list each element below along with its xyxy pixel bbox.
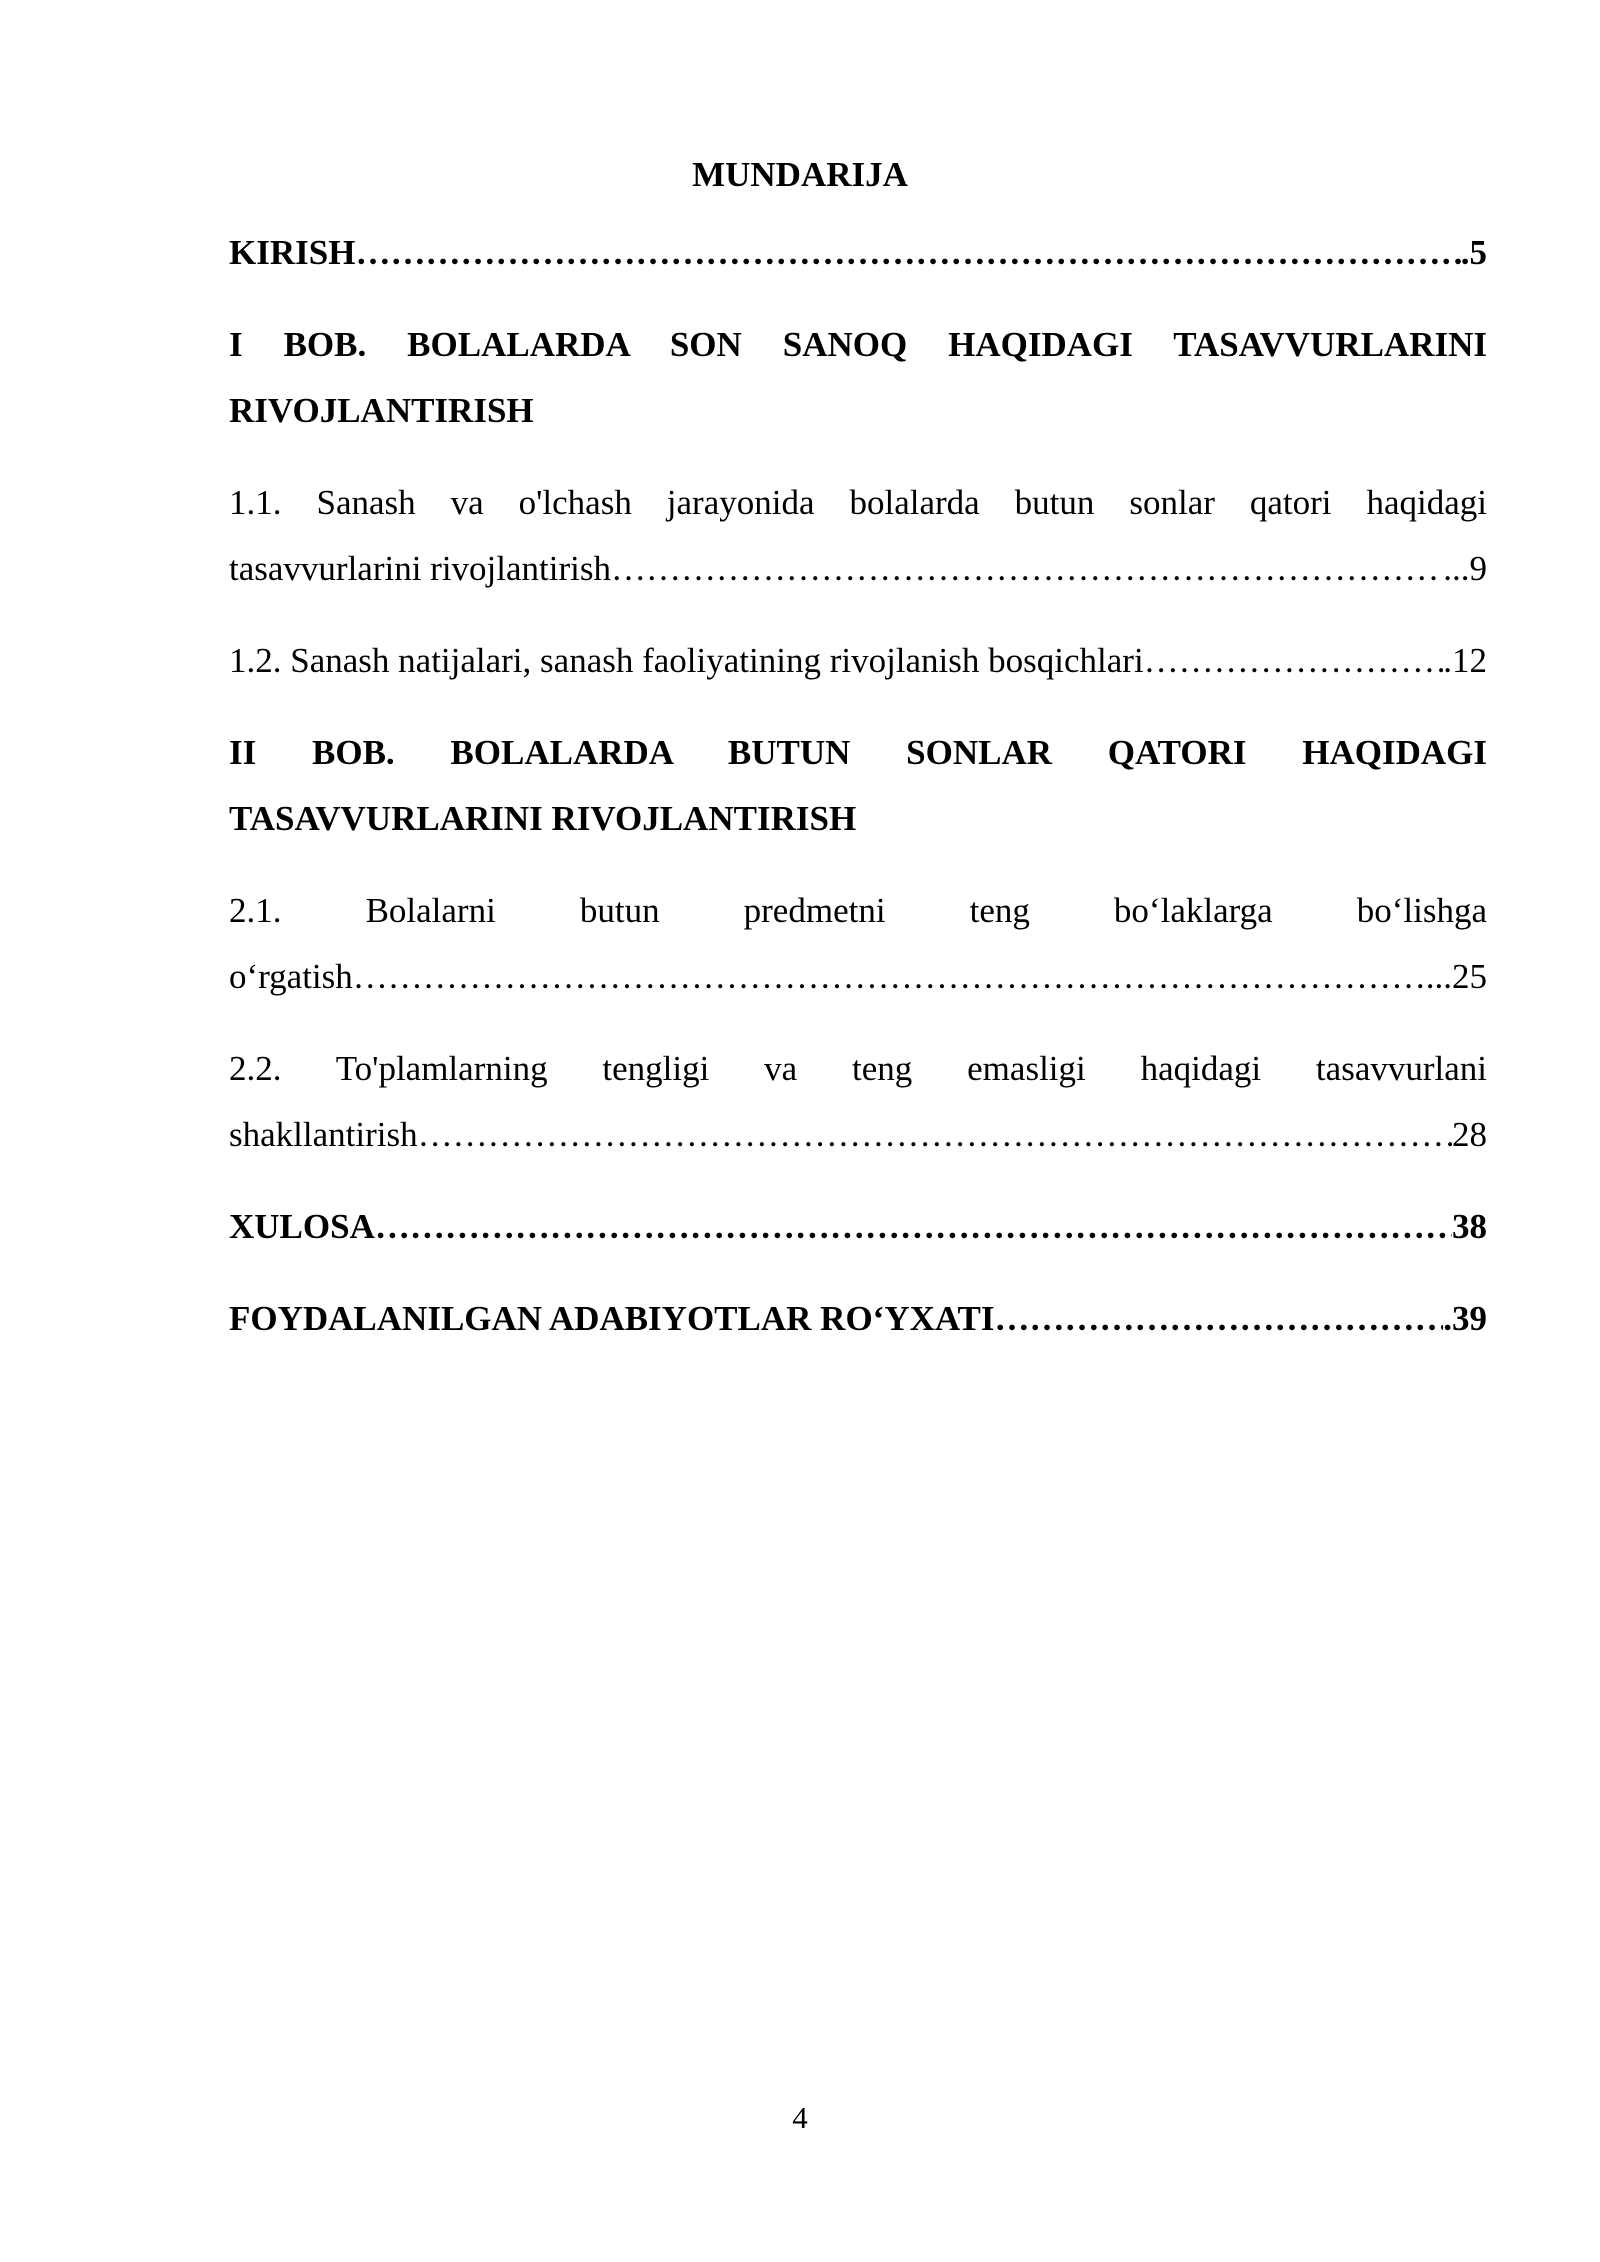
toc-chapter-1[interactable]: I BOB. BOLALARDA SON SANOQ HAQIDAGI TASAVVURLARINI RIVOJLANTIRISH <box>229 325 1487 430</box>
toc-entry-line-leader <box>229 944 1487 1010</box>
toc-entry-kirish[interactable] <box>229 220 1487 286</box>
dot-leader <box>995 1286 1444 1352</box>
dot-leader <box>1144 628 1444 694</box>
toc-entry-line: 2.2. To'plamlarning tengligi va teng emasligi haqidagi tasavvurlani <box>229 1049 1487 1088</box>
toc-page-number: 28 <box>1452 1115 1487 1154</box>
toc-section-2-1[interactable] <box>229 878 1487 1010</box>
toc-entry-label: tasavvurlarini rivojlantirish <box>229 549 611 588</box>
toc-entry-label: shakllantirish <box>229 1115 418 1154</box>
table-of-contents <box>229 220 1487 1378</box>
toc-page-number: 38 <box>1452 1207 1487 1246</box>
toc-entry-adabiyotlar[interactable] <box>229 1286 1487 1352</box>
toc-entry-label: 1.2. Sanash natijalari, sanash faoliyatining rivojlanish bosqichlari <box>229 641 1144 680</box>
toc-entry-label: o‘rgatish <box>229 957 353 996</box>
toc-section-1-1[interactable] <box>229 470 1487 602</box>
toc-section-1-2[interactable] <box>229 628 1487 694</box>
toc-page-number: .12 <box>1443 641 1487 680</box>
toc-entry-label: KIRISH <box>229 233 356 272</box>
page-number: 4 <box>792 2100 808 2135</box>
toc-entry-label: FOYDALANILGAN ADABIYOTLAR RO‘YXATI <box>229 1299 995 1338</box>
toc-page-number: .5 <box>1460 233 1487 272</box>
toc-entry-line: 2.1. Bolalarni butun predmetni teng bo‘laklarga bo‘lishga <box>229 891 1487 930</box>
toc-entry-xulosa[interactable] <box>229 1194 1487 1260</box>
toc-page-number: ...9 <box>1443 549 1487 588</box>
toc-entry-line: 1.1. Sanash va o'lchash jarayonida bolalarda butun sonlar qatori haqidagi <box>229 483 1487 522</box>
toc-page-number: .39 <box>1443 1299 1487 1338</box>
dot-leader <box>375 1194 1452 1260</box>
page-title: MUNDARIJA <box>692 155 908 194</box>
dot-leader <box>353 944 1426 1010</box>
dot-leader <box>611 536 1443 602</box>
toc-entry-line-leader <box>229 536 1487 602</box>
dot-leader <box>355 220 1460 286</box>
toc-page-number: ...25 <box>1425 957 1487 996</box>
toc-entry-label: XULOSA <box>229 1207 375 1246</box>
toc-chapter-2[interactable]: II BOB. BOLALARDA BUTUN SONLAR QATORI HAQIDAGI TASAVVURLARINI RIVOJLANTIRISH <box>229 733 1487 838</box>
toc-entry-line-leader <box>229 1102 1487 1168</box>
toc-section-2-2[interactable] <box>229 1036 1487 1168</box>
dot-leader <box>418 1102 1452 1168</box>
